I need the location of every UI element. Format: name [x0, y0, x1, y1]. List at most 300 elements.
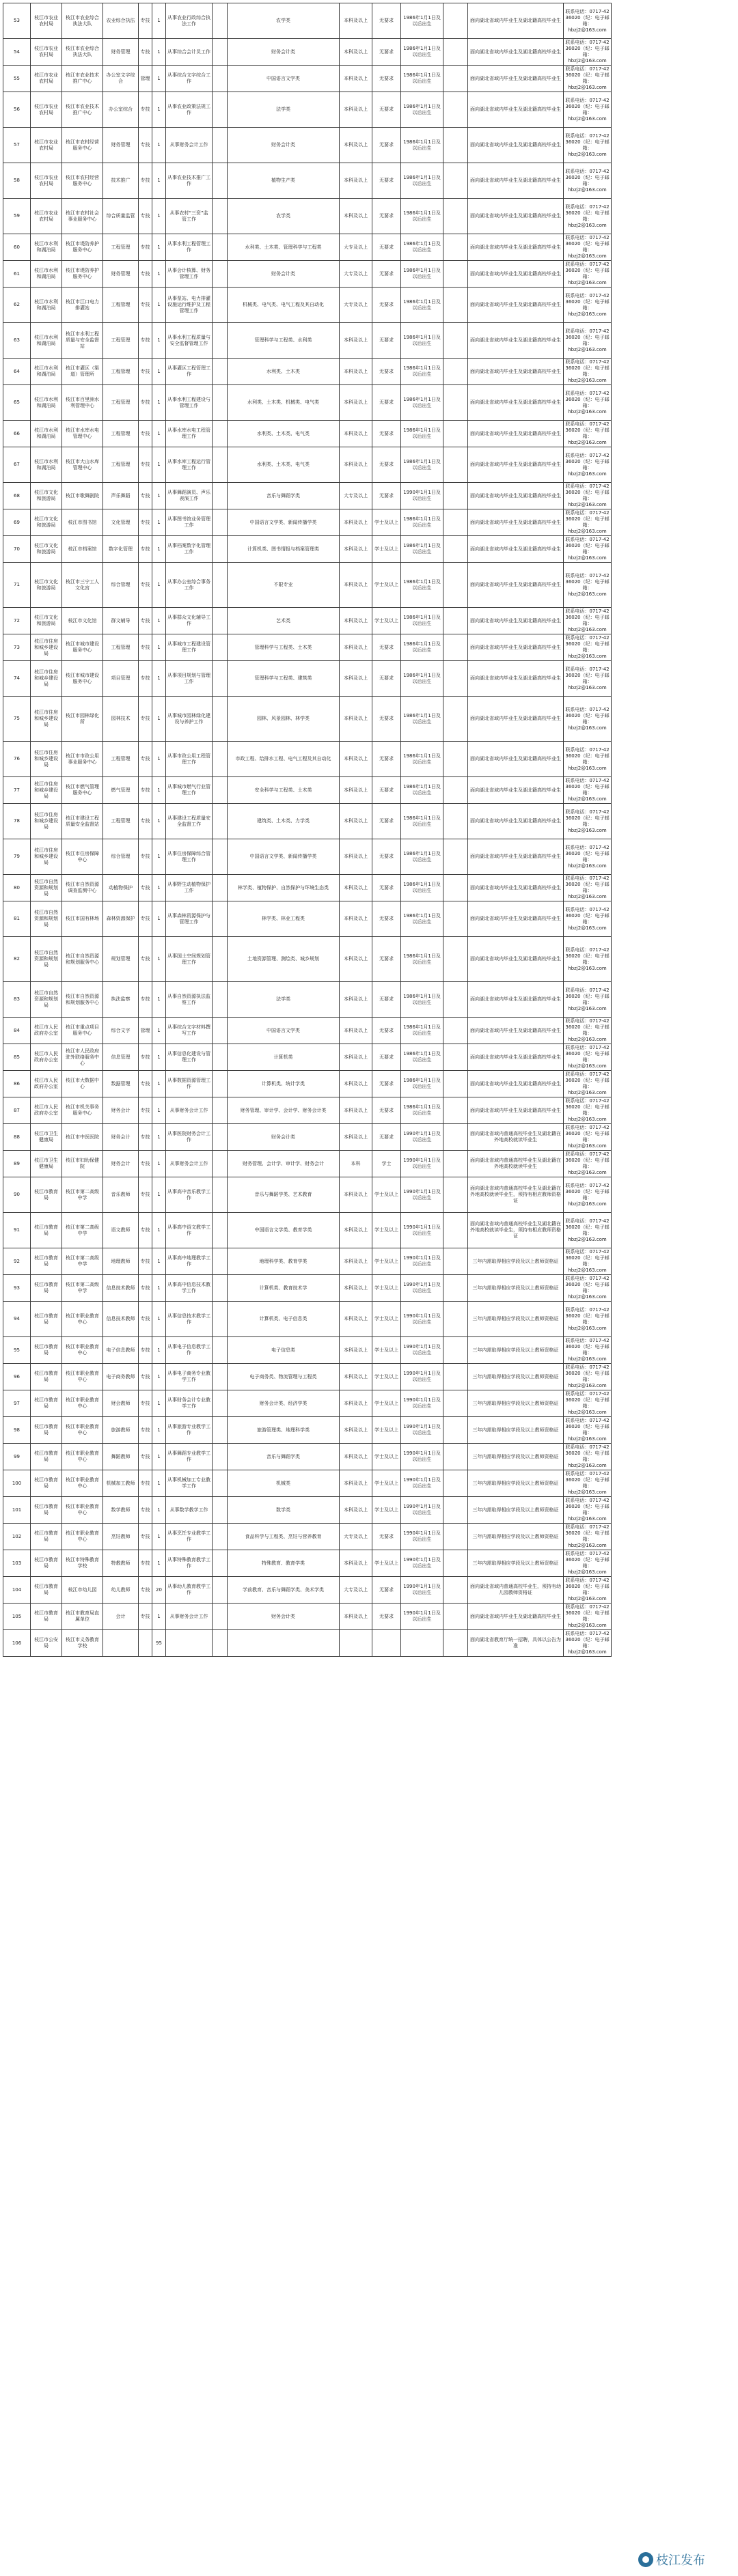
- table-row: [3, 1337, 735, 1364]
- table-cell: 枝江市三宁工人文化宫: [62, 563, 103, 608]
- table-cell: 1986年1月1日及以后出生: [401, 509, 443, 536]
- table-cell: 从事农业政策法规工作: [166, 92, 213, 128]
- table-cell: 学士及以上: [372, 1248, 401, 1275]
- table-cell: 枝江市教育局: [31, 1550, 62, 1577]
- table-cell: 无要求: [372, 447, 401, 483]
- table-cell: 本科及以上: [340, 1071, 372, 1097]
- table-cell: 枝江市住房和城乡建设局: [31, 742, 62, 777]
- table-cell: 枝江市职业教育中心: [62, 1390, 103, 1417]
- table-cell: [443, 634, 468, 661]
- table-cell: 枝江市职业教育中心: [62, 1444, 103, 1470]
- table-cell: 枝江市燃气管理服务中心: [62, 777, 103, 804]
- table-cell: 计算机类、图书情报与档案管理类: [228, 536, 340, 563]
- table-cell: 学士及以上: [372, 1497, 401, 1524]
- table-cell: 1990年1月1日及以后出生: [401, 1470, 443, 1497]
- contact-cell: 联系电话：0717-4236020（纪：电子邮箱： hbzj2@163.com: [564, 1071, 612, 1097]
- table-cell: 三年内需取得相应学段及以上教师资格证: [468, 1248, 564, 1275]
- table-cell: 专技: [139, 804, 152, 839]
- table-cell: 1: [152, 1470, 166, 1497]
- table-cell: 从事电子商务专业教学工作: [166, 1364, 213, 1390]
- table-cell: 枝江市教育局: [31, 1577, 62, 1604]
- table-cell: 90: [3, 1177, 31, 1213]
- table-cell: 专技: [139, 39, 152, 66]
- table-cell: 本科及以上: [340, 937, 372, 982]
- table-cell: 无要求: [372, 804, 401, 839]
- table-cell: 89: [3, 1151, 31, 1177]
- table-cell: 1: [152, 901, 166, 937]
- table-cell: 本科及以上: [340, 1497, 372, 1524]
- contact-cell: 联系电话：0717-4236020（纪：电子邮箱： hbzj2@163.com: [564, 1044, 612, 1071]
- table-row: [3, 1364, 735, 1390]
- table-cell: [443, 1302, 468, 1337]
- table-cell: 数据管理: [103, 1071, 139, 1097]
- table-cell: [213, 1177, 228, 1213]
- table-cell: [213, 875, 228, 901]
- table-cell: 枝江市职业教育中心: [62, 1524, 103, 1550]
- publisher-logo-icon: [638, 2552, 653, 2567]
- table-cell: 105: [3, 1604, 31, 1630]
- contact-cell: 联系电话：0717-4236020（纪：电子邮箱： hbzj2@163.com: [564, 1550, 612, 1577]
- table-cell: 本科及以上: [340, 1417, 372, 1444]
- table-cell: 1: [152, 608, 166, 634]
- contact-cell: 联系电话：0717-4236020（纪：电子邮箱： hbzj2@163.com: [564, 385, 612, 421]
- table-cell: [213, 128, 228, 163]
- table-cell: 计算机类、统计学类: [228, 1071, 340, 1097]
- table-cell: [443, 608, 468, 634]
- table-cell: 枝江市教育局: [31, 1177, 62, 1213]
- table-cell: 安全科学与工程类、土木类: [228, 777, 340, 804]
- table-cell: [443, 1151, 468, 1177]
- table-cell: [443, 1417, 468, 1444]
- table-cell: [213, 359, 228, 385]
- table-cell: [213, 1337, 228, 1364]
- table-cell: 专技: [139, 697, 152, 742]
- table-cell: 中国语言文学类: [228, 66, 340, 92]
- table-cell: 工程管理: [103, 385, 139, 421]
- table-cell: 专技: [139, 1550, 152, 1577]
- table-cell: 语文教师: [103, 1213, 139, 1248]
- table-cell: 面向湖北省域内毕业生及湖北籍高校毕业生: [468, 742, 564, 777]
- table-cell: [443, 199, 468, 234]
- table-cell: 专技: [139, 509, 152, 536]
- table-cell: 枝江市水利和湖泊局: [31, 234, 62, 261]
- table-cell: 综合质量监管: [103, 199, 139, 234]
- table-cell: [443, 234, 468, 261]
- table-cell: 枝江市职业教育中心: [62, 1417, 103, 1444]
- contact-cell: 联系电话：0717-4236020（纪：电子邮箱： hbzj2@163.com: [564, 1577, 612, 1604]
- table-cell: 枝江市水利和湖泊局: [31, 261, 62, 288]
- contact-cell: 联系电话：0717-4236020（纪：电子邮箱： hbzj2@163.com: [564, 1630, 612, 1657]
- table-cell: 专技: [139, 199, 152, 234]
- table-cell: 烹饪教师: [103, 1524, 139, 1550]
- table-cell: 76: [3, 742, 31, 777]
- table-cell: 学前教育、音乐与舞蹈学类、美术学类: [228, 1577, 340, 1604]
- table-cell: 62: [3, 288, 31, 323]
- table-cell: 音乐与舞蹈学类: [228, 483, 340, 509]
- table-cell: 三年内需取得相应学段及以上教师资格证: [468, 1550, 564, 1577]
- table-cell: 专技: [139, 234, 152, 261]
- table-cell: [213, 1248, 228, 1275]
- table-cell: 本科及以上: [340, 1177, 372, 1213]
- table-cell: 林学类、林业工程类: [228, 901, 340, 937]
- table-cell: 计算机类、电子信息类: [228, 1302, 340, 1337]
- table-cell: 专技: [139, 536, 152, 563]
- contact-cell: 联系电话：0717-4236020（纪：电子邮箱： hbzj2@163.com: [564, 982, 612, 1018]
- table-cell: 法学类: [228, 982, 340, 1018]
- table-cell: 枝江市人民政府办公室: [31, 1071, 62, 1097]
- table-cell: 59: [3, 199, 31, 234]
- table-cell: 95: [152, 1630, 166, 1657]
- table-cell: 综合文字: [103, 1018, 139, 1044]
- table-cell: [213, 1497, 228, 1524]
- table-cell: 1986年1月1日及以后出生: [401, 536, 443, 563]
- table-cell: 工程管理: [103, 323, 139, 359]
- table-row: [3, 697, 735, 742]
- table-cell: 枝江市农村经营服务中心: [62, 128, 103, 163]
- table-row: [3, 742, 735, 777]
- watermark-text: 枝江发布: [656, 2553, 705, 2568]
- table-cell: [443, 1337, 468, 1364]
- table-cell: 财会教师: [103, 1390, 139, 1417]
- table-cell: 1986年1月1日及以后出生: [401, 875, 443, 901]
- table-cell: 面向湖北省域内毕业生及湖北籍高校毕业生: [468, 128, 564, 163]
- table-cell: 财务会计类: [228, 1604, 340, 1630]
- table-cell: 本科及以上: [340, 608, 372, 634]
- table-cell: 面向湖北省域内毕业生及湖北籍高校毕业生: [468, 1018, 564, 1044]
- table-cell: 学士及以上: [372, 1275, 401, 1302]
- table-cell: 1: [152, 1604, 166, 1630]
- table-cell: [443, 804, 468, 839]
- table-cell: 本科及以上: [340, 901, 372, 937]
- table-cell: 从事财务会计工作: [166, 1151, 213, 1177]
- contact-cell: 联系电话：0717-4236020（纪：电子邮箱： hbzj2@163.com: [564, 839, 612, 875]
- table-cell: 专技: [139, 483, 152, 509]
- table-cell: 中国语言文学类: [228, 1018, 340, 1044]
- table-cell: 枝江市文化馆: [62, 608, 103, 634]
- table-row: [3, 563, 735, 608]
- table-cell: [443, 1044, 468, 1071]
- table-cell: 财务会计类: [228, 1124, 340, 1151]
- table-cell: 无要求: [372, 1524, 401, 1550]
- table-cell: 本科及以上: [340, 742, 372, 777]
- table-cell: [443, 777, 468, 804]
- table-cell: 舞蹈教师: [103, 1444, 139, 1470]
- table-cell: 声乐舞蹈: [103, 483, 139, 509]
- table-cell: 从事住房保障综合管理工作: [166, 839, 213, 875]
- table-cell: 1: [152, 875, 166, 901]
- table-cell: 从事图书馆业务管理工作: [166, 509, 213, 536]
- table-cell: 从事项目规划与管理工作: [166, 661, 213, 697]
- table-cell: 82: [3, 937, 31, 982]
- table-cell: 102: [3, 1524, 31, 1550]
- contact-cell: 联系电话：0717-4236020（纪：电子邮箱： hbzj2@163.com: [564, 1417, 612, 1444]
- table-cell: 中国语言文学类、新闻传播学类: [228, 839, 340, 875]
- table-cell: 枝江市人民政府办公室: [31, 1044, 62, 1071]
- table-cell: 管理: [139, 1018, 152, 1044]
- table-row: [3, 1213, 735, 1248]
- table-row: [3, 385, 735, 421]
- table-cell: 本科及以上: [340, 1044, 372, 1071]
- table-cell: 1: [152, 1124, 166, 1151]
- table-cell: 专技: [139, 563, 152, 608]
- table-cell: 本科及以上: [340, 1337, 372, 1364]
- table-cell: 从事财务会计工作: [166, 1097, 213, 1124]
- table-cell: 从事舞蹈演员、声乐表演工作: [166, 483, 213, 509]
- contact-cell: 联系电话：0717-4236020（纪：电子邮箱： hbzj2@163.com: [564, 92, 612, 128]
- table-cell: 枝江市文化和旅游局: [31, 563, 62, 608]
- table-cell: 1986年1月1日及以后出生: [401, 385, 443, 421]
- table-cell: 1986年1月1日及以后出生: [401, 163, 443, 199]
- table-cell: [340, 1630, 372, 1657]
- table-cell: 专技: [139, 1213, 152, 1248]
- table-cell: 101: [3, 1497, 31, 1524]
- table-cell: [213, 509, 228, 536]
- table-cell: 枝江市农业综合执法大队: [62, 3, 103, 39]
- table-cell: 枝江市灌区（渠道）管理所: [62, 359, 103, 385]
- table-row: [3, 1444, 735, 1470]
- table-cell: 1986年1月1日及以后出生: [401, 66, 443, 92]
- table-cell: 1990年1月1日及以后出生: [401, 1444, 443, 1470]
- table-cell: [213, 839, 228, 875]
- table-cell: 枝江市人民政府办公室: [31, 1018, 62, 1044]
- table-cell: 枝江市农业农村局: [31, 163, 62, 199]
- table-cell: 农业综合执法: [103, 3, 139, 39]
- table-cell: 99: [3, 1444, 31, 1470]
- table-cell: 枝江市大山水库管理中心: [62, 447, 103, 483]
- table-cell: [213, 1151, 228, 1177]
- table-cell: [213, 92, 228, 128]
- table-cell: 1986年1月1日及以后出生: [401, 634, 443, 661]
- table-cell: 86: [3, 1071, 31, 1097]
- table-cell: 1: [152, 199, 166, 234]
- table-cell: [443, 1071, 468, 1097]
- table-cell: 枝江市水利和湖泊局: [31, 421, 62, 447]
- table-cell: 学士及以上: [372, 1390, 401, 1417]
- table-cell: [213, 1390, 228, 1417]
- table-cell: 枝江市水利和湖泊局: [31, 323, 62, 359]
- table-cell: 本科及以上: [340, 163, 372, 199]
- table-cell: 面向湖北省域内普通高校毕业生，须持有幼儿园教师资格证: [468, 1577, 564, 1604]
- contact-cell: 联系电话：0717-4236020（纪：电子邮箱： hbzj2@163.com: [564, 1097, 612, 1124]
- contact-cell: 联系电话：0717-4236020（纪：电子邮箱： hbzj2@163.com: [564, 1275, 612, 1302]
- table-cell: 65: [3, 385, 31, 421]
- table-cell: 枝江市教育局: [31, 1213, 62, 1248]
- table-cell: 1986年1月1日及以后出生: [401, 1097, 443, 1124]
- table-cell: [443, 1248, 468, 1275]
- table-cell: [443, 1550, 468, 1577]
- table-cell: [213, 1275, 228, 1302]
- table-cell: 三年内需取得相应学段及以上教师资格证: [468, 1444, 564, 1470]
- contact-cell: 联系电话：0717-4236020（纪：电子邮箱： hbzj2@163.com: [564, 509, 612, 536]
- table-cell: 无要求: [372, 421, 401, 447]
- table-cell: 无要求: [372, 742, 401, 777]
- table-cell: 工程管理: [103, 421, 139, 447]
- table-cell: 枝江市妇幼保健院: [62, 1151, 103, 1177]
- table-cell: 1986年1月1日及以后出生: [401, 608, 443, 634]
- table-cell: 无要求: [372, 937, 401, 982]
- table-cell: 从事水利工程管理工作: [166, 234, 213, 261]
- table-cell: 面向湖北省域内普通高校毕业生及湖北籍在外地高校就读毕业生，须持有相应教师资格证: [468, 1213, 564, 1248]
- table-cell: 工程管理: [103, 634, 139, 661]
- contact-cell: 联系电话：0717-4236020（纪：电子邮箱： hbzj2@163.com: [564, 288, 612, 323]
- table-row: [3, 901, 735, 937]
- table-cell: 大专及以上: [340, 234, 372, 261]
- table-cell: 数字化管理: [103, 536, 139, 563]
- table-cell: 枝江市职业教育中心: [62, 1497, 103, 1524]
- table-cell: 1: [152, 1417, 166, 1444]
- contact-cell: 联系电话：0717-4236020（纪：电子邮箱： hbzj2@163.com: [564, 1124, 612, 1151]
- table-cell: 69: [3, 509, 31, 536]
- table-cell: 大专及以上: [340, 1577, 372, 1604]
- table-cell: 从事农业行政综合执法工作: [166, 3, 213, 39]
- table-cell: 大专及以上: [340, 483, 372, 509]
- table-cell: 从事水利工程质量与安全监督管理工作: [166, 323, 213, 359]
- table-cell: [443, 1470, 468, 1497]
- table-cell: 本科及以上: [340, 447, 372, 483]
- table-cell: 1: [152, 92, 166, 128]
- table-cell: 枝江市水库水电管理中心: [62, 421, 103, 447]
- table-cell: 枝江市农业技术推广中心: [62, 66, 103, 92]
- table-cell: 从事医院财务会计工作: [166, 1124, 213, 1151]
- table-cell: 技术推广: [103, 163, 139, 199]
- table-cell: 会计: [103, 1604, 139, 1630]
- table-cell: 电子商务类、物流管理与工程类: [228, 1364, 340, 1390]
- table-cell: 从事高中语文教学工作: [166, 1213, 213, 1248]
- table-cell: 枝江市职业教育中心: [62, 1364, 103, 1390]
- table-cell: 专技: [139, 1248, 152, 1275]
- table-cell: 专技: [139, 1497, 152, 1524]
- table-cell: 枝江市城市建设服务中心: [62, 634, 103, 661]
- table-cell: 枝江市农业农村局: [31, 3, 62, 39]
- table-cell: [443, 66, 468, 92]
- table-cell: [213, 1213, 228, 1248]
- table-cell: [213, 982, 228, 1018]
- table-cell: 无要求: [372, 199, 401, 234]
- table-cell: 从事档案数字化管理工作: [166, 536, 213, 563]
- table-cell: 从事舞蹈专业教学工作: [166, 1444, 213, 1470]
- table-cell: 面向湖北省域内毕业生及湖北籍高校毕业生: [468, 982, 564, 1018]
- table-cell: 1: [152, 1364, 166, 1390]
- table-cell: 1990年1月1日及以后出生: [401, 1497, 443, 1524]
- table-cell: 枝江市文化和旅游局: [31, 509, 62, 536]
- table-row: [3, 509, 735, 536]
- table-cell: [139, 1630, 152, 1657]
- table-cell: 1: [152, 234, 166, 261]
- table-cell: 工程管理: [103, 447, 139, 483]
- table-cell: 学士及以上: [372, 1417, 401, 1444]
- contact-cell: 联系电话：0717-4236020（纪：电子邮箱： hbzj2@163.com: [564, 128, 612, 163]
- table-cell: [213, 634, 228, 661]
- contact-cell: 联系电话：0717-4236020（纪：电子邮箱： hbzj2@163.com: [564, 483, 612, 509]
- table-row: [3, 1097, 735, 1124]
- table-cell: 学士及以上: [372, 1337, 401, 1364]
- table-cell: 1986年1月1日及以后出生: [401, 234, 443, 261]
- table-cell: 本科及以上: [340, 509, 372, 536]
- table-cell: [213, 1630, 228, 1657]
- table-cell: 1: [152, 261, 166, 288]
- table-cell: [213, 608, 228, 634]
- table-cell: 1990年1月1日及以后出生: [401, 1337, 443, 1364]
- table-cell: 1990年1月1日及以后出生: [401, 1302, 443, 1337]
- table-cell: 面向湖北省域内毕业生及湖北籍高校毕业生: [468, 66, 564, 92]
- table-cell: 1: [152, 1177, 166, 1213]
- table-cell: 面向湖北省域内毕业生及湖北籍高校毕业生: [468, 39, 564, 66]
- table-cell: 枝江市自然资源和规划局: [31, 901, 62, 937]
- table-cell: 77: [3, 777, 31, 804]
- table-cell: [213, 697, 228, 742]
- table-cell: 森林资源保护: [103, 901, 139, 937]
- table-cell: 本科及以上: [340, 3, 372, 39]
- table-cell: 枝江市文化和旅游局: [31, 536, 62, 563]
- table-cell: 枝江市第二高级中学: [62, 1248, 103, 1275]
- table-cell: 枝江市第二高级中学: [62, 1213, 103, 1248]
- table-row: [3, 875, 735, 901]
- table-cell: 1: [152, 1018, 166, 1044]
- table-cell: 信息技术教师: [103, 1302, 139, 1337]
- table-cell: [213, 1302, 228, 1337]
- table-cell: [443, 128, 468, 163]
- table-cell: 枝江市建设工程质量安全监督站: [62, 804, 103, 839]
- table-cell: 1986年1月1日及以后出生: [401, 39, 443, 66]
- table-cell: [443, 839, 468, 875]
- table-cell: 1986年1月1日及以后出生: [401, 1044, 443, 1071]
- table-cell: 1: [152, 1071, 166, 1097]
- table-cell: 音乐与舞蹈学类、艺术教育: [228, 1177, 340, 1213]
- table-cell: 1: [152, 697, 166, 742]
- table-cell: [213, 804, 228, 839]
- contact-cell: 联系电话：0717-4236020（纪：电子邮箱： hbzj2@163.com: [564, 1248, 612, 1275]
- table-cell: 从事办公室综合事务工作: [166, 563, 213, 608]
- table-cell: 106: [3, 1630, 31, 1657]
- table-row: [3, 92, 735, 128]
- table-cell: 中国语言文学类、新闻传播学类: [228, 509, 340, 536]
- table-cell: [401, 1630, 443, 1657]
- table-cell: 枝江市幼儿园: [62, 1577, 103, 1604]
- table-cell: 74: [3, 661, 31, 697]
- table-cell: 面向湖北省域内毕业生及湖北籍高校毕业生: [468, 634, 564, 661]
- table-cell: 面向湖北省域内毕业生及湖北籍高校毕业生: [468, 875, 564, 901]
- table-cell: 无要求: [372, 777, 401, 804]
- table-cell: 机械类、电气类、电气工程及其自动化: [228, 288, 340, 323]
- table-cell: 音乐与舞蹈学类: [228, 1444, 340, 1470]
- table-cell: 专技: [139, 875, 152, 901]
- table-row: [3, 199, 735, 234]
- table-cell: 枝江市卫生健康局: [31, 1151, 62, 1177]
- table-row: [3, 288, 735, 323]
- table-cell: 专技: [139, 1044, 152, 1071]
- table-cell: 专技: [139, 839, 152, 875]
- table-cell: 本科及以上: [340, 1302, 372, 1337]
- table-cell: [443, 1524, 468, 1550]
- table-cell: [443, 509, 468, 536]
- table-cell: [443, 697, 468, 742]
- table-cell: 72: [3, 608, 31, 634]
- table-cell: [443, 875, 468, 901]
- table-cell: 从事水利工程建设与管理工作: [166, 385, 213, 421]
- table-cell: 三年内需取得相应学段及以上教师资格证: [468, 1417, 564, 1444]
- table-cell: 1: [152, 982, 166, 1018]
- table-cell: 枝江市农业技术推广中心: [62, 92, 103, 128]
- table-cell: 枝江市自然资源和规划服务中心: [62, 982, 103, 1018]
- table-cell: 专技: [139, 1337, 152, 1364]
- table-cell: [213, 536, 228, 563]
- table-cell: 枝江市农业农村局: [31, 39, 62, 66]
- table-cell: 从事电子信息教学工作: [166, 1337, 213, 1364]
- table-cell: 94: [3, 1302, 31, 1337]
- table-cell: 本科及以上: [340, 1390, 372, 1417]
- table-row: [3, 1630, 735, 1657]
- table-cell: 58: [3, 163, 31, 199]
